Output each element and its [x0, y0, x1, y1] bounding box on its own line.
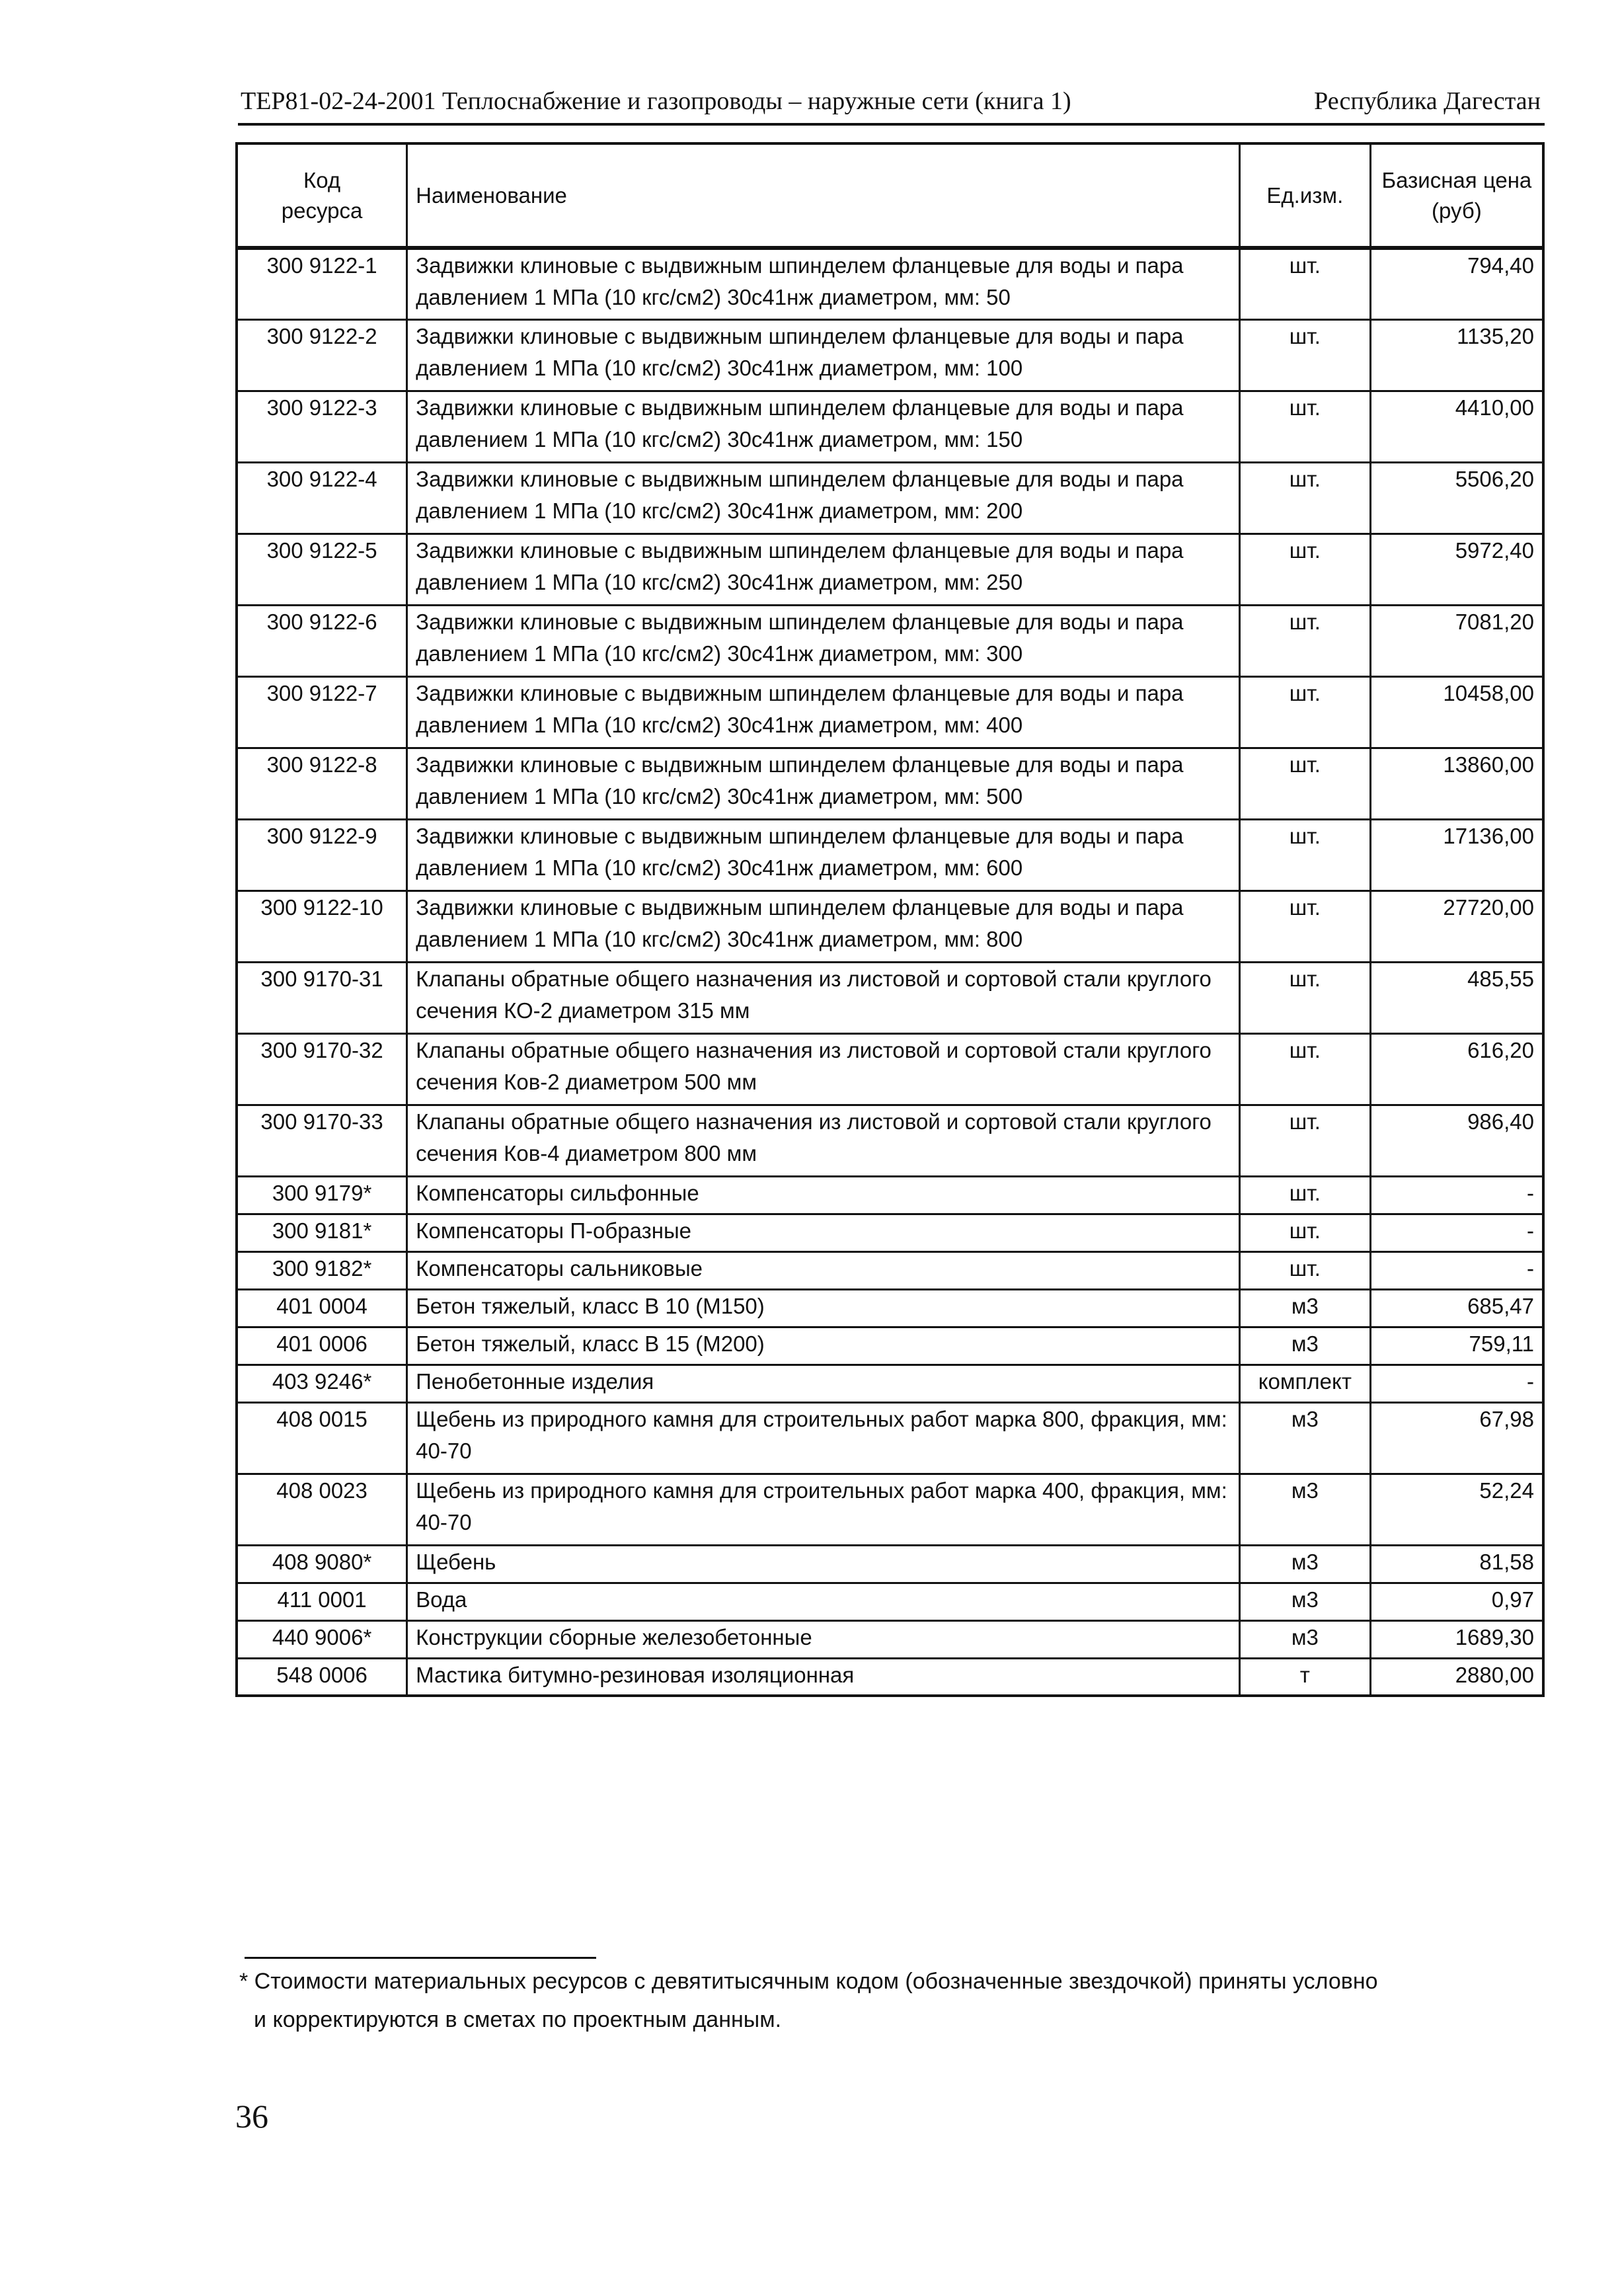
table-row — [237, 1474, 1543, 1545]
cell-name: Конструкции сборные железобетонные — [407, 1620, 1240, 1658]
cell-price: 13860,00 — [1370, 748, 1543, 819]
cell-price: 685,47 — [1370, 1289, 1543, 1327]
cell-name: Задвижки клиновые с выдвижным шпинделем фланцевые для воды и пара давлением 1 МПа (10 кгс/см2) 30с41нж диаметром, мм: 400 — [407, 676, 1240, 748]
table-row — [237, 605, 1543, 676]
cell-name: Клапаны обратные общего назначения из листовой и сортовой стали круглого сечения Ков-2 диаметром 500 мм — [407, 1033, 1240, 1105]
cell-price: 485,55 — [1370, 962, 1543, 1033]
cell-price: 0,97 — [1370, 1583, 1543, 1620]
cell-unit: шт. — [1239, 1214, 1370, 1251]
footnote — [239, 1962, 1429, 2039]
cell-code: 401 0004 — [237, 1289, 407, 1327]
cell-unit: м3 — [1239, 1545, 1370, 1583]
table-row — [237, 1402, 1543, 1474]
cell-unit: м3 — [1239, 1583, 1370, 1620]
cell-code: 300 9122-3 — [237, 391, 407, 462]
cell-code: 411 0001 — [237, 1583, 407, 1620]
cell-unit: шт. — [1239, 1176, 1370, 1214]
cell-code: 300 9122-4 — [237, 462, 407, 534]
table-row — [237, 1327, 1543, 1365]
header-resource-code — [237, 143, 407, 248]
cell-price: 67,98 — [1370, 1402, 1543, 1474]
table-row — [237, 1545, 1543, 1583]
table-row — [237, 534, 1543, 605]
cell-name: Задвижки клиновые с выдвижным шпинделем фланцевые для воды и пара давлением 1 МПа (10 кгс/см2) 30с41нж диаметром, мм: 300 — [407, 605, 1240, 676]
cell-code: 300 9170-32 — [237, 1033, 407, 1105]
cell-unit: м3 — [1239, 1474, 1370, 1545]
cell-code: 300 9170-31 — [237, 962, 407, 1033]
table-row — [237, 891, 1543, 962]
cell-unit: комплект — [1239, 1365, 1370, 1402]
cell-unit: шт. — [1239, 248, 1370, 319]
cell-price: 5506,20 — [1370, 462, 1543, 534]
cell-code: 548 0006 — [237, 1658, 407, 1696]
cell-name: Щебень — [407, 1545, 1240, 1583]
cell-name: Мастика битумно-резиновая изоляционная — [407, 1658, 1240, 1696]
page-header — [238, 82, 1545, 126]
cell-name: Бетон тяжелый, класс В 15 (М200) — [407, 1327, 1240, 1365]
cell-name: Щебень из природного камня для строительных работ марка 400, фракция, мм: 40-70 — [407, 1474, 1240, 1545]
cell-unit: шт. — [1239, 748, 1370, 819]
cell-code: 300 9181* — [237, 1214, 407, 1251]
cell-code: 403 9246* — [237, 1365, 407, 1402]
table-row — [237, 462, 1543, 534]
cell-unit: шт. — [1239, 319, 1370, 391]
table-row — [237, 1620, 1543, 1658]
header-code-line1: Код — [303, 167, 341, 192]
cell-code: 300 9122-5 — [237, 534, 407, 605]
cell-unit: м3 — [1239, 1327, 1370, 1365]
cell-unit: шт. — [1239, 462, 1370, 534]
table-row — [237, 1176, 1543, 1214]
cell-price: 17136,00 — [1370, 819, 1543, 891]
cell-price: - — [1370, 1176, 1543, 1214]
table-row — [237, 1105, 1543, 1176]
page-number: 36 — [235, 2098, 268, 2135]
cell-name: Задвижки клиновые с выдвижным шпинделем фланцевые для воды и пара давлением 1 МПа (10 кгс/см2) 30с41нж диаметром, мм: 250 — [407, 534, 1240, 605]
cell-price: 5972,40 — [1370, 534, 1543, 605]
table-row — [237, 819, 1543, 891]
cell-unit: шт. — [1239, 676, 1370, 748]
cell-unit: шт. — [1239, 962, 1370, 1033]
cell-price: 759,11 — [1370, 1327, 1543, 1365]
table-row — [237, 319, 1543, 391]
cell-unit: м3 — [1239, 1620, 1370, 1658]
table-body — [237, 248, 1543, 1696]
cell-code: 300 9182* — [237, 1251, 407, 1289]
cell-code: 300 9179* — [237, 1176, 407, 1214]
resource-price-table — [235, 142, 1545, 1697]
cell-code: 440 9006* — [237, 1620, 407, 1658]
table-row — [237, 1289, 1543, 1327]
cell-unit: шт. — [1239, 1033, 1370, 1105]
cell-name: Вода — [407, 1583, 1240, 1620]
cell-name: Задвижки клиновые с выдвижным шпинделем фланцевые для воды и пара давлением 1 МПа (10 кгс/см2) 30с41нж диаметром, мм: 600 — [407, 819, 1240, 891]
cell-code: 300 9122-1 — [237, 248, 407, 319]
cell-unit: шт. — [1239, 605, 1370, 676]
cell-unit: м3 — [1239, 1402, 1370, 1474]
cell-price: 10458,00 — [1370, 676, 1543, 748]
cell-name: Задвижки клиновые с выдвижным шпинделем фланцевые для воды и пара давлением 1 МПа (10 кгс/см2) 30с41нж диаметром, мм: 150 — [407, 391, 1240, 462]
table-row — [237, 962, 1543, 1033]
footnote-line-1: * Стоимости материальных ресурсов с девятитысячным кодом (обозначенные звездочкой) приняты условно — [239, 1969, 1378, 1994]
header-name: Наименование — [407, 143, 1240, 248]
cell-unit: шт. — [1239, 1251, 1370, 1289]
cell-price: 52,24 — [1370, 1474, 1543, 1545]
cell-code: 408 0023 — [237, 1474, 407, 1545]
cell-unit: шт. — [1239, 891, 1370, 962]
footnote-line-2: и корректируются в сметах по проектным данным. — [254, 2007, 782, 2032]
table-row — [237, 1365, 1543, 1402]
cell-code: 300 9122-7 — [237, 676, 407, 748]
cell-name: Клапаны обратные общего назначения из листовой и сортовой стали круглого сечения КО-2 диаметром 315 мм — [407, 962, 1240, 1033]
cell-price: 27720,00 — [1370, 891, 1543, 962]
cell-price: 986,40 — [1370, 1105, 1543, 1176]
cell-code: 401 0006 — [237, 1327, 407, 1365]
cell-price: 616,20 — [1370, 1033, 1543, 1105]
table-header-row — [237, 143, 1543, 248]
header-price-line2: (руб) — [1432, 198, 1482, 223]
table-row — [237, 248, 1543, 319]
cell-code: 408 9080* — [237, 1545, 407, 1583]
cell-price: - — [1370, 1365, 1543, 1402]
header-code-line2: ресурса — [281, 198, 363, 223]
cell-price: 794,40 — [1370, 248, 1543, 319]
cell-unit: т — [1239, 1658, 1370, 1696]
cell-unit: м3 — [1239, 1289, 1370, 1327]
cell-price: - — [1370, 1251, 1543, 1289]
cell-price: 1689,30 — [1370, 1620, 1543, 1658]
table-row — [237, 1214, 1543, 1251]
cell-name: Компенсаторы П-образные — [407, 1214, 1240, 1251]
cell-unit: шт. — [1239, 391, 1370, 462]
cell-name: Щебень из природного камня для строительных работ марка 800, фракция, мм: 40-70 — [407, 1402, 1240, 1474]
cell-price: 7081,20 — [1370, 605, 1543, 676]
cell-name: Клапаны обратные общего назначения из листовой и сортовой стали круглого сечения Ков-4 диаметром 800 мм — [407, 1105, 1240, 1176]
cell-code: 300 9122-6 — [237, 605, 407, 676]
cell-name: Задвижки клиновые с выдвижным шпинделем фланцевые для воды и пара давлением 1 МПа (10 кгс/см2) 30с41нж диаметром, мм: 500 — [407, 748, 1240, 819]
cell-code: 300 9122-8 — [237, 748, 407, 819]
cell-name: Пенобетонные изделия — [407, 1365, 1240, 1402]
cell-price: 81,58 — [1370, 1545, 1543, 1583]
cell-name: Задвижки клиновые с выдвижным шпинделем фланцевые для воды и пара давлением 1 МПа (10 кгс/см2) 30с41нж диаметром, мм: 800 — [407, 891, 1240, 962]
cell-price: 2880,00 — [1370, 1658, 1543, 1696]
table-row — [237, 1251, 1543, 1289]
cell-unit: шт. — [1239, 819, 1370, 891]
header-price-line1: Базисная цена — [1381, 167, 1532, 192]
cell-code: 408 0015 — [237, 1402, 407, 1474]
cell-unit: шт. — [1239, 1105, 1370, 1176]
document-title: ТЕР81-02-24-2001 Теплоснабжение и газопроводы – наружные сети (книга 1) — [241, 87, 1071, 115]
table-row — [237, 1583, 1543, 1620]
cell-price: - — [1370, 1214, 1543, 1251]
cell-code: 300 9122-10 — [237, 891, 407, 962]
cell-name: Бетон тяжелый, класс В 10 (М150) — [407, 1289, 1240, 1327]
cell-name: Компенсаторы сильфонные — [407, 1176, 1240, 1214]
header-unit: Ед.изм. — [1239, 143, 1370, 248]
header-base-price — [1370, 143, 1543, 248]
table-row — [237, 1033, 1543, 1105]
footnote-divider — [245, 1957, 596, 1959]
cell-price: 4410,00 — [1370, 391, 1543, 462]
cell-unit: шт. — [1239, 534, 1370, 605]
table-row — [237, 391, 1543, 462]
cell-name: Задвижки клиновые с выдвижным шпинделем фланцевые для воды и пара давлением 1 МПа (10 кгс/см2) 30с41нж диаметром, мм: 100 — [407, 319, 1240, 391]
cell-name: Задвижки клиновые с выдвижным шпинделем фланцевые для воды и пара давлением 1 МПа (10 кгс/см2) 30с41нж диаметром, мм: 200 — [407, 462, 1240, 534]
table-row — [237, 676, 1543, 748]
table-row — [237, 1658, 1543, 1696]
cell-code: 300 9122-2 — [237, 319, 407, 391]
cell-price: 1135,20 — [1370, 319, 1543, 391]
cell-name: Компенсаторы сальниковые — [407, 1251, 1240, 1289]
table-row — [237, 748, 1543, 819]
cell-name: Задвижки клиновые с выдвижным шпинделем фланцевые для воды и пара давлением 1 МПа (10 кгс/см2) 30с41нж диаметром, мм: 50 — [407, 248, 1240, 319]
cell-code: 300 9170-33 — [237, 1105, 407, 1176]
region-label: Республика Дагестан — [1314, 87, 1541, 115]
cell-code: 300 9122-9 — [237, 819, 407, 891]
